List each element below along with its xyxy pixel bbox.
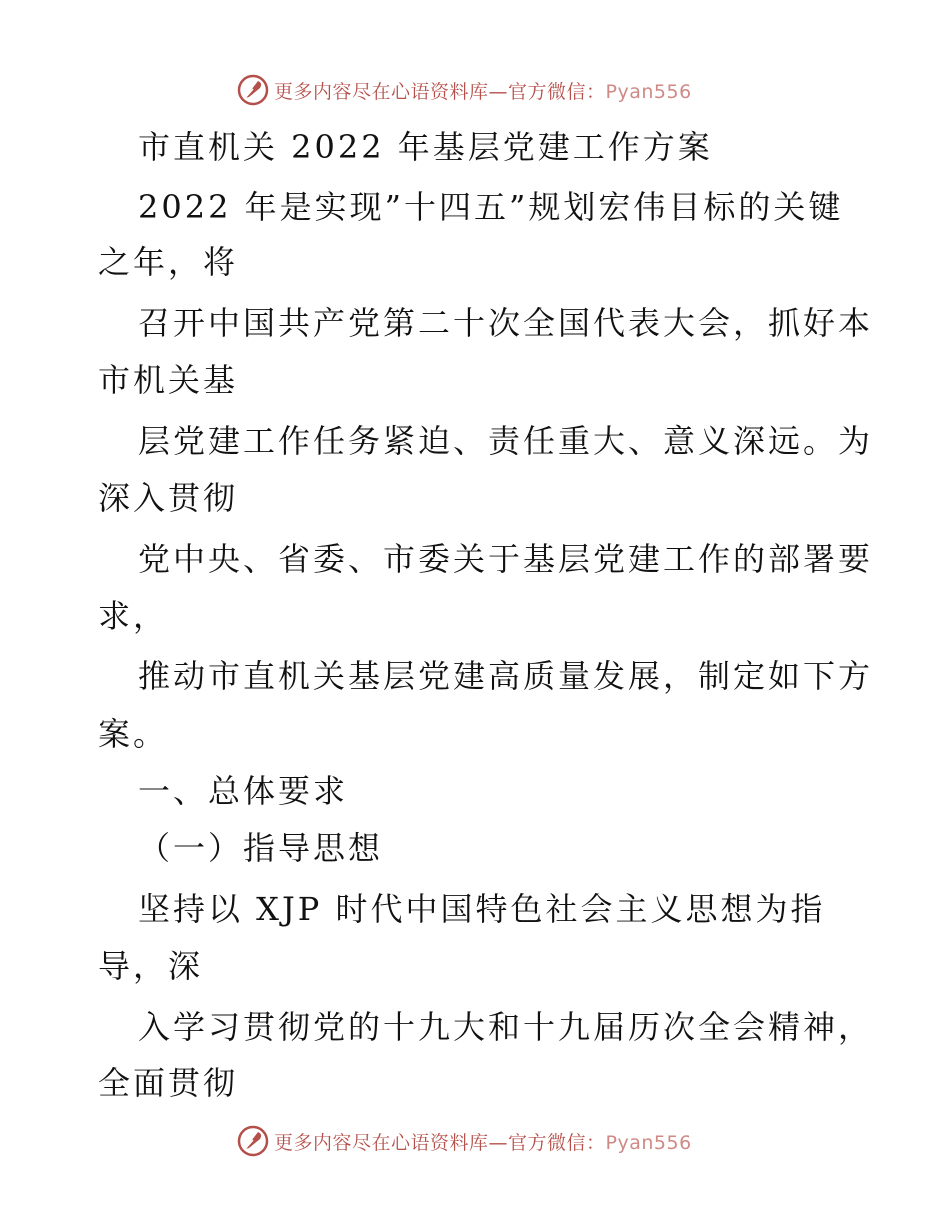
paragraph-line: 求， bbox=[98, 597, 169, 635]
watermark-text: 更多内容尽在心语资料库—官方微信：Pyan556 bbox=[274, 80, 692, 103]
feather-pen-logo-icon bbox=[236, 73, 270, 107]
paragraph-line: 导，深 bbox=[98, 947, 204, 985]
header-watermark-banner bbox=[236, 72, 692, 108]
watermark-text: 更多内容尽在心语资料库—官方微信：Pyan556 bbox=[274, 1131, 692, 1154]
paragraph-line: 坚持以 XJP 时代中国特色社会主义思想为指 bbox=[138, 890, 826, 928]
section-heading: 一、总体要求 bbox=[138, 772, 349, 810]
paragraph-line: 入学习贯彻党的十九大和十九届历次全会精神， bbox=[138, 1008, 874, 1046]
paragraph-line: 深入贯彻 bbox=[98, 479, 239, 517]
paragraph-line: 案。 bbox=[98, 715, 169, 753]
paragraph-line: 层党建工作任务紧迫、责任重大、意义深远。为 bbox=[138, 422, 874, 460]
paragraph-line: 召开中国共产党第二十次全国代表大会，抓好本 bbox=[138, 304, 874, 342]
paragraph-line: 推动市直机关基层党建高质量发展，制定如下方 bbox=[138, 657, 874, 695]
paragraph-line: 全面贯彻 bbox=[98, 1064, 239, 1102]
paragraph-line: 之年，将 bbox=[98, 243, 239, 281]
document-title: 市直机关 2022 年基层党建工作方案 bbox=[138, 128, 713, 166]
paragraph-line: 党中央、省委、市委关于基层党建工作的部署要 bbox=[138, 540, 874, 578]
feather-pen-logo-icon bbox=[236, 1124, 270, 1158]
paragraph-line: 市机关基 bbox=[98, 361, 239, 399]
subsection-heading: （一）指导思想 bbox=[138, 829, 384, 867]
paragraph-line: 2022 年是实现”十四五”规划宏伟目标的关键 bbox=[138, 188, 844, 226]
footer-watermark-banner bbox=[236, 1123, 692, 1159]
